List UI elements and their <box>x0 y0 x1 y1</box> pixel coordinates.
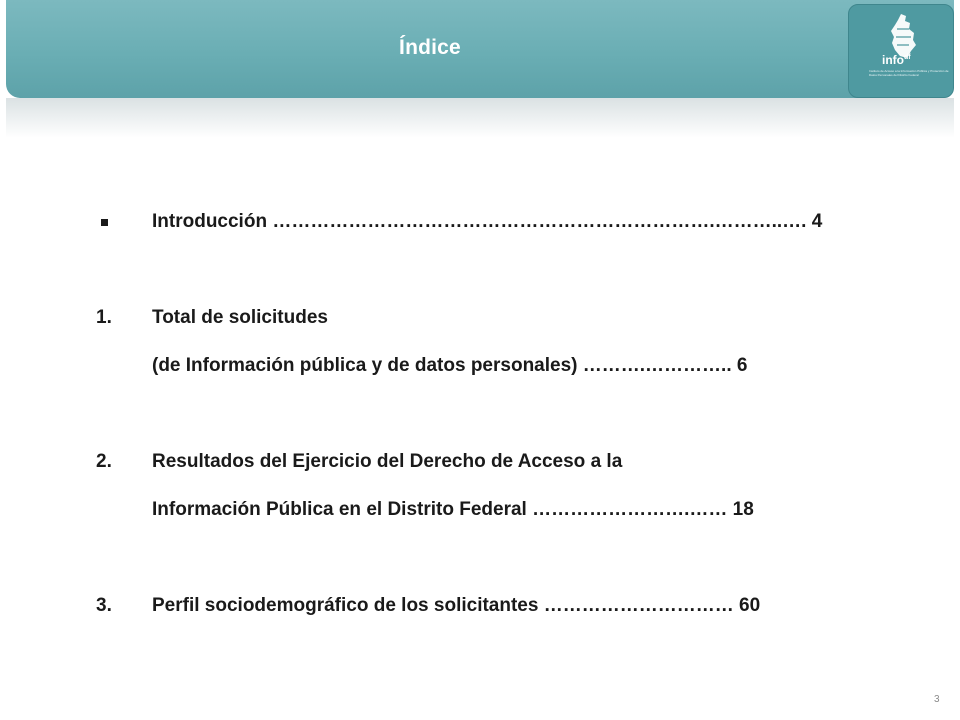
page-number: 3 <box>934 694 940 705</box>
toc-item-1-line-2: (de Información pública y de datos personales) ……….………….. 6 <box>152 355 748 376</box>
bullet-icon <box>101 219 108 226</box>
toc-marker-1: 1. <box>96 307 112 328</box>
logo-caption: Instituto de Acceso a la Información Pública y Protección de Datos Personales del Distrito Federal <box>869 69 949 77</box>
page-title: Índice <box>399 36 461 59</box>
toc-item-introduccion: Introducción …………………………………………………………….………..…. 4 <box>152 211 823 232</box>
toc-marker-3: 3. <box>96 595 112 616</box>
toc-marker-2: 2. <box>96 451 112 472</box>
toc-item-1-line-1: Total de solicitudes <box>152 307 328 328</box>
logo-wordmark: info$^{df}$ <box>882 53 911 67</box>
toc-item-3-line-1: Perfil sociodemográfico de los solicitantes ………………………… 60 <box>152 595 761 616</box>
toc-item-2-line-1: Resultados del Ejercicio del Derecho de Acceso a la <box>152 451 623 472</box>
toc-item-2-line-2: Información Pública en el Distrito Federal …………………….…… 18 <box>152 499 754 520</box>
